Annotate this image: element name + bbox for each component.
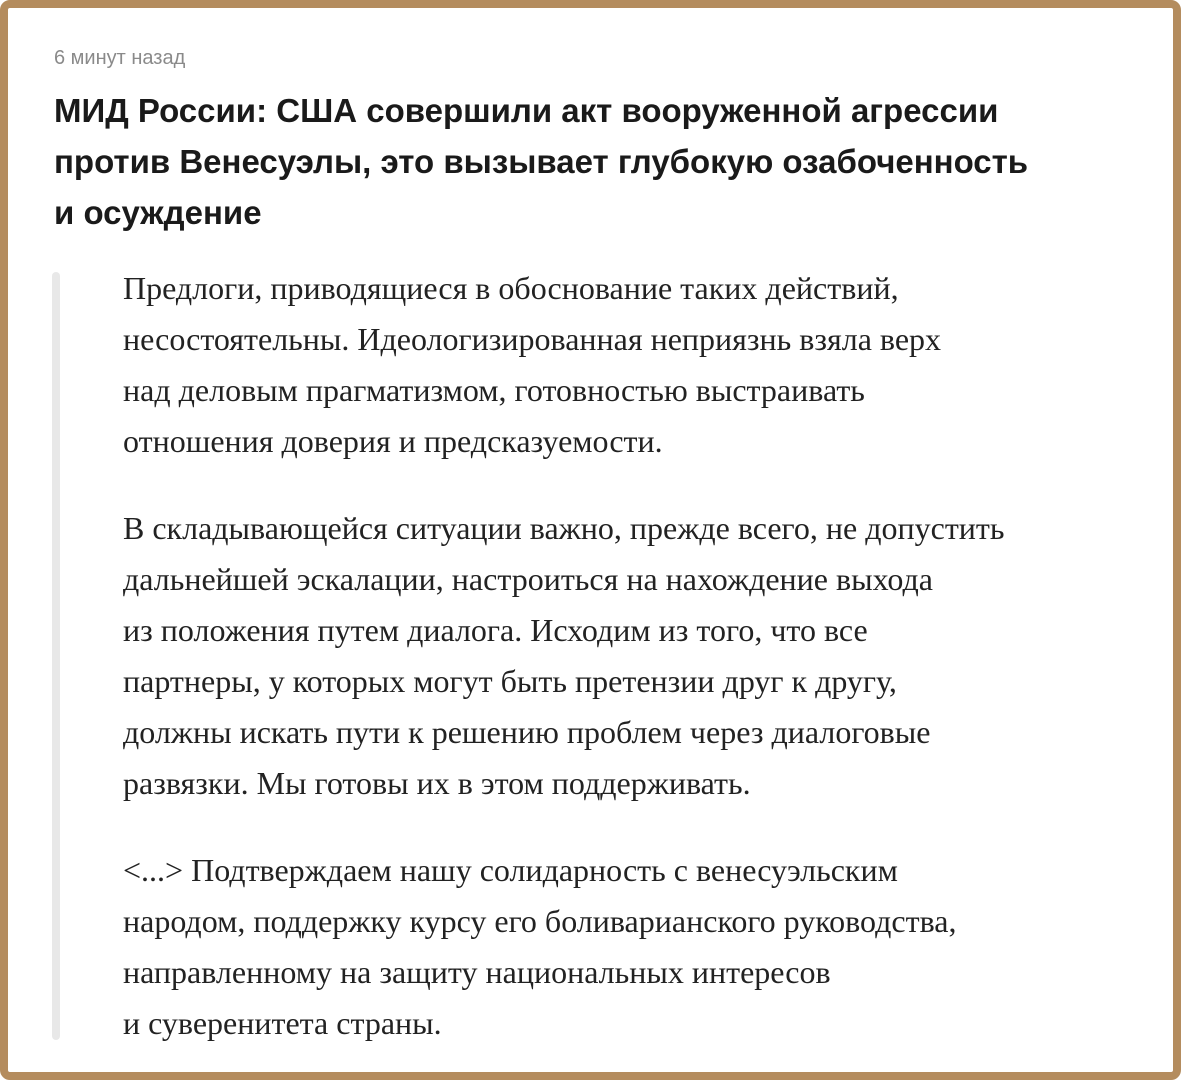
timestamp: 6 минут назад: [54, 47, 186, 69]
quote-line: из положения путем диалога. Исходим из того, что все: [123, 612, 868, 648]
headline-line: МИД России: США совершили акт вооруженной агрессии: [54, 92, 999, 129]
quote-line: Предлоги, приводящиеся в обоснование таких действий,: [123, 270, 899, 306]
quote-line: и суверенитета страны.: [123, 1005, 442, 1041]
blockquote-bar: [52, 272, 60, 1040]
quote-line: должны искать пути к решению проблем через диалоговые: [123, 714, 931, 750]
blockquote: [123, 263, 1163, 1049]
quote-line: <...> Подтверждаем нашу солидарность с венесуэльским: [123, 852, 898, 888]
quote-line: над деловым прагматизмом, готовностью выстраивать: [123, 372, 865, 408]
article-headline[interactable]: [54, 85, 1144, 238]
quote-line: В складывающейся ситуации важно, прежде всего, не допустить: [123, 510, 1005, 546]
quote-line: несостоятельны. Идеологизированная неприязнь взяла верх: [123, 321, 942, 357]
quote-line: партнеры, у которых могут быть претензии друг к другу,: [123, 663, 897, 699]
quote-line: отношения доверия и предсказуемости.: [123, 423, 663, 459]
quote-paragraph: [123, 845, 1163, 1049]
quote-paragraph: [123, 263, 1163, 467]
headline-line: и осуждение: [54, 194, 262, 231]
quote-line: народом, поддержку курсу его боливарианского руководства,: [123, 903, 957, 939]
headline-line: против Венесуэлы, это вызывает глубокую озабоченность: [54, 143, 1029, 180]
quote-line: развязки. Мы готовы их в этом поддерживать.: [123, 765, 751, 801]
quote-paragraph: [123, 503, 1163, 809]
quote-line: дальнейшей эскалации, настроиться на нахождение выхода: [123, 561, 933, 597]
quote-line: направленному на защиту национальных интересов: [123, 954, 831, 990]
